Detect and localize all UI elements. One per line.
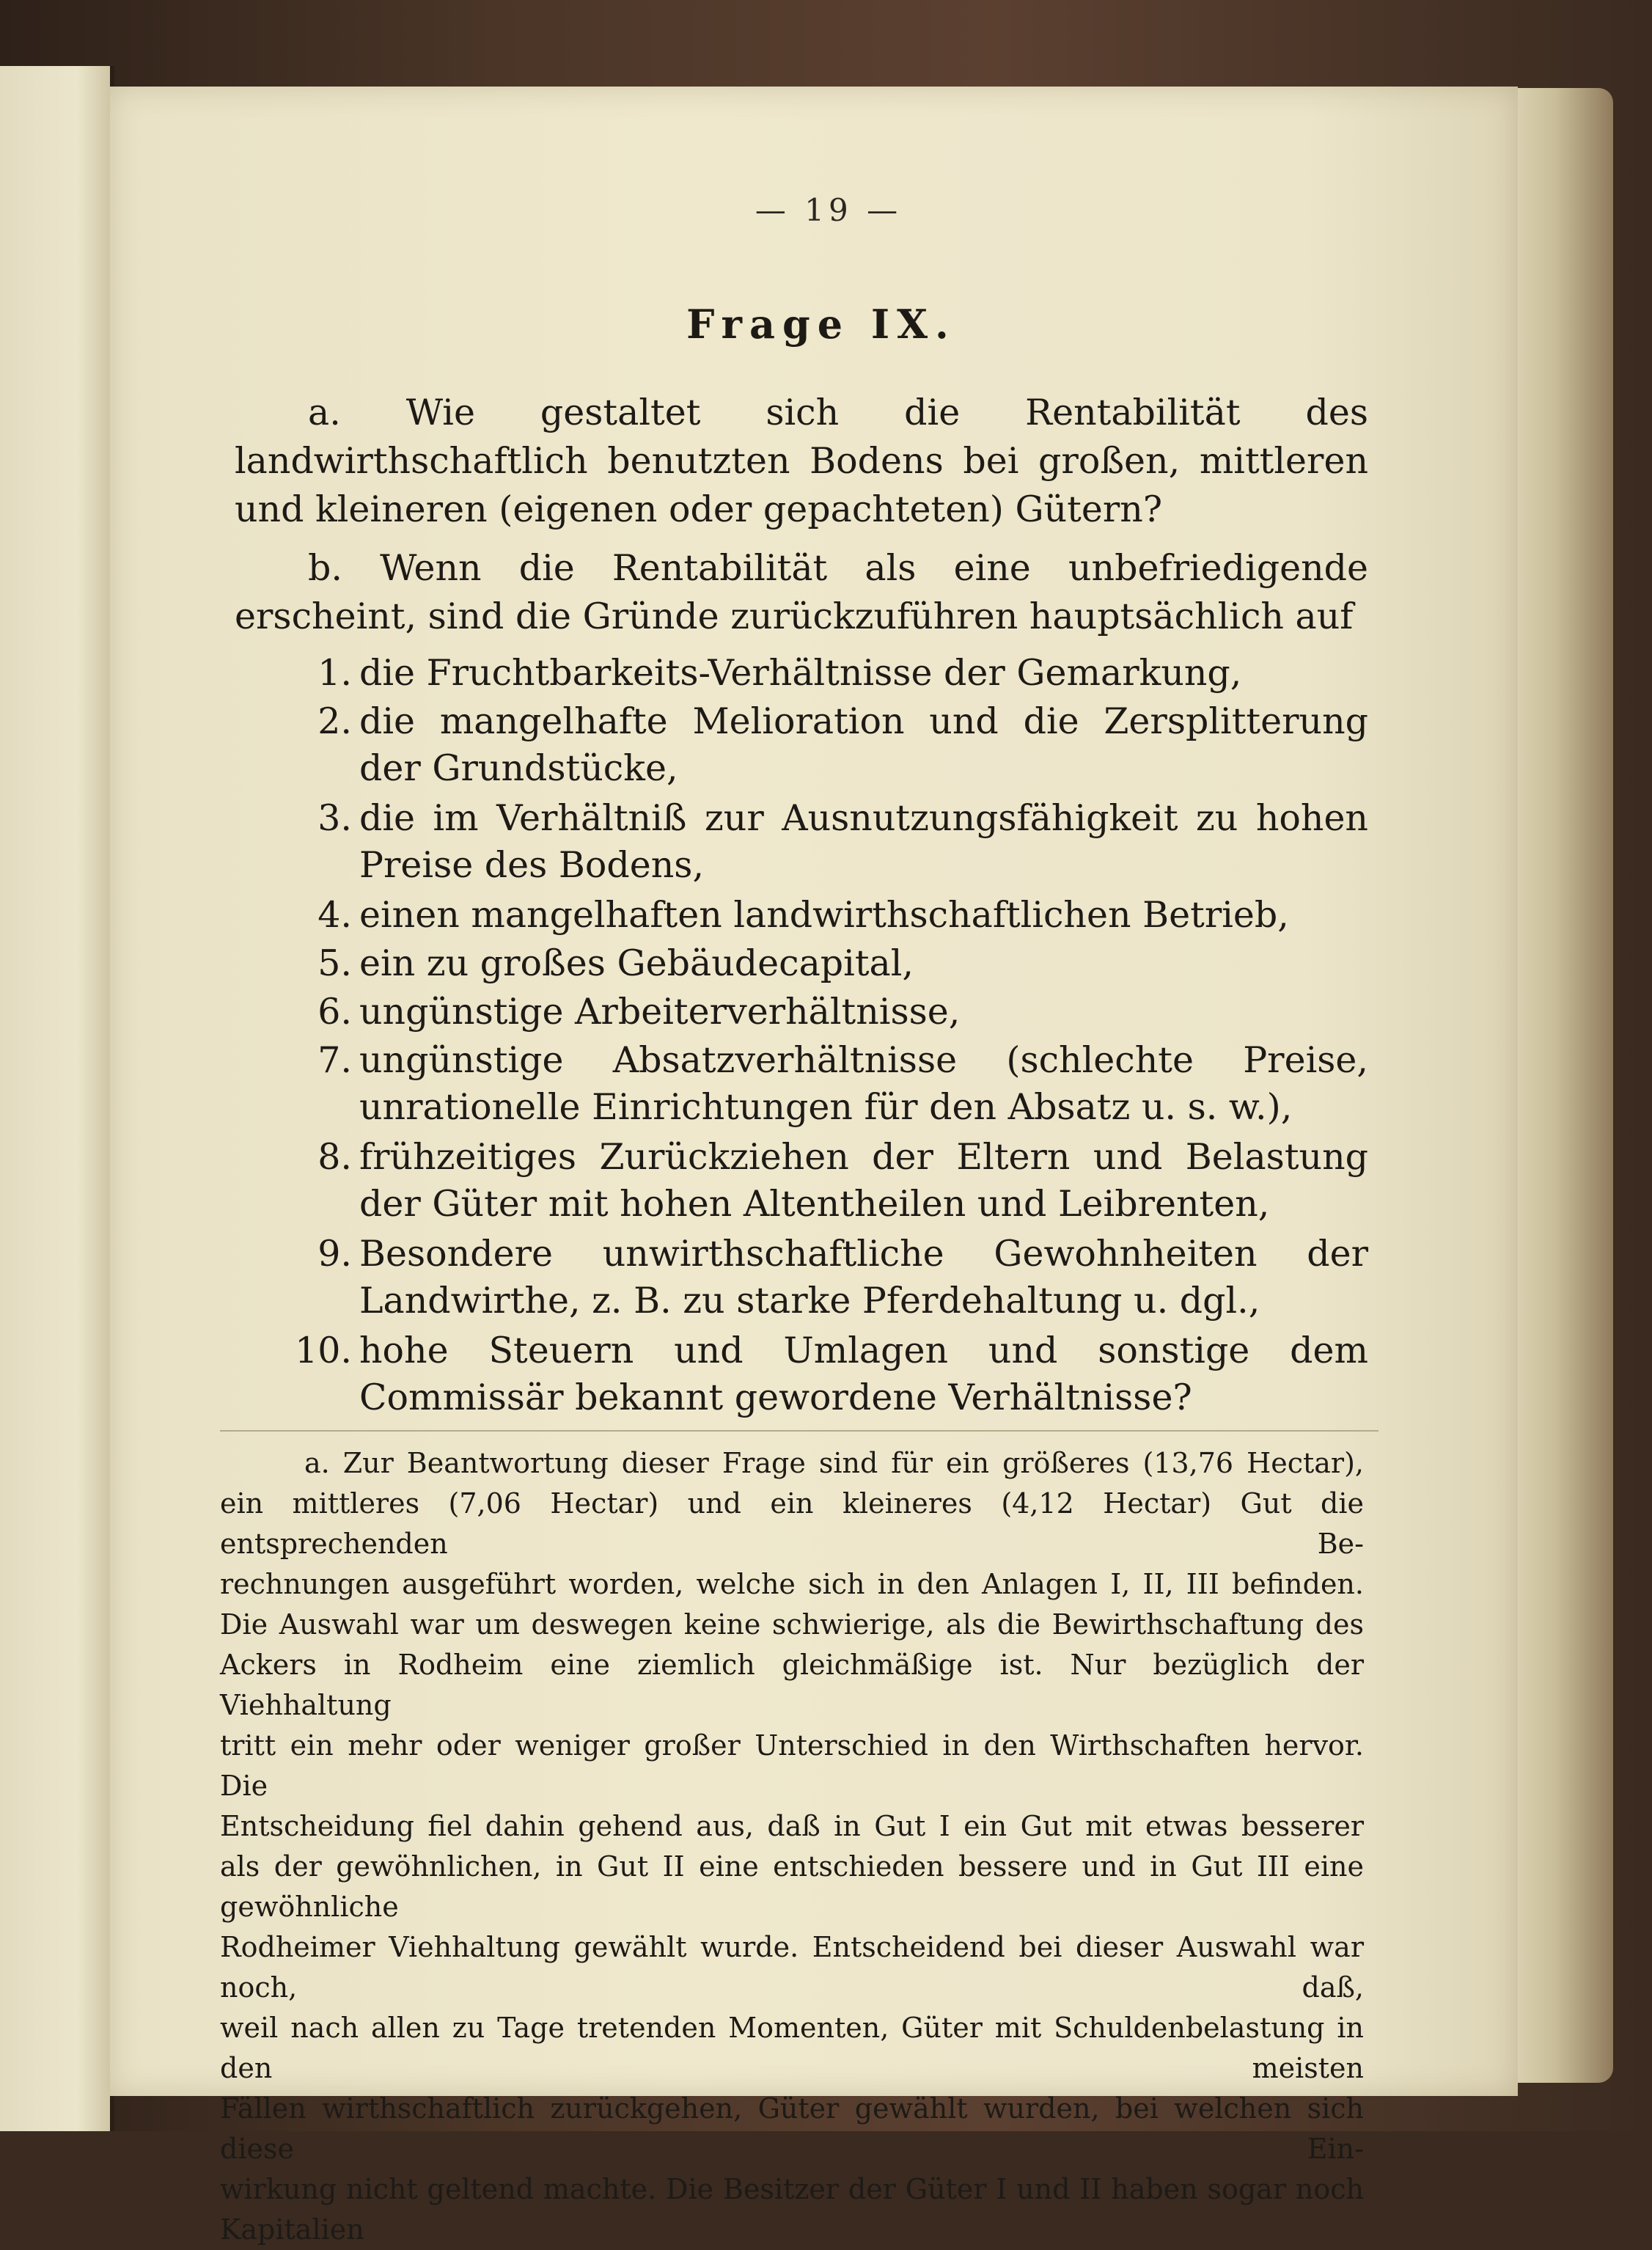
list-item — [317, 892, 1368, 939]
list-item-text: hohe Steuern und Umlagen und sonstige dem Commissär bekannt gewordene Verhältnisse? — [359, 1330, 1368, 1418]
facing-page-edge — [0, 66, 114, 2131]
list-item — [317, 795, 1368, 889]
list-item — [317, 650, 1368, 697]
question-b: b. Wenn die Rentabilität als eine unbefriedigende erscheint, sind die Gründe zurückzuführen hauptsächlich auf — [235, 547, 1368, 637]
answer-line: Die Auswahl war um deswegen keine schwierige, als die Bewirthschaftung des — [220, 1608, 1364, 1641]
answer-line: Ackers in Rodheim eine ziemlich gleichmäßige ist. Nur bezüglich der Viehhaltung — [220, 1649, 1364, 1721]
list-item-number: 8. — [317, 1136, 352, 1178]
list-item-number: 10. — [295, 1330, 352, 1371]
answer-line: Rodheimer Viehhaltung gewählt wurde. Entscheidend bei dieser Auswahl war noch, daß, — [220, 1931, 1364, 2004]
answer-line: als der gewöhnlichen, in Gut II eine entschieden bessere und in Gut III eine gewöhnliche — [220, 1850, 1364, 1923]
list-item-text: die mangelhafte Melioration und die Zersplitterung der Grundstücke, — [359, 700, 1368, 789]
list-item-text: ein zu großes Gebäudecapital, — [359, 942, 914, 984]
answer-line: wirkung nicht geltend machte. Die Besitzer der Güter I und II haben sogar noch Kapitalien — [220, 2173, 1364, 2246]
page-stack-edge — [1518, 88, 1613, 2083]
answer-line: tritt ein mehr oder weniger großer Unterschied in den Wirthschaften hervor. Die — [220, 1729, 1364, 1802]
list-item-number: 2. — [317, 700, 352, 742]
answer-line: Fällen wirthschaftlich zurückgehen, Güter gewählt wurden, bei welchen sich diese Ein- — [220, 2092, 1364, 2165]
list-item-number: 4. — [317, 894, 352, 936]
list-item-text: ungünstige Arbeiterverhältnisse, — [359, 991, 961, 1033]
list-item-number: 3. — [317, 797, 352, 839]
list-item-text: die im Verhältniß zur Ausnutzungsfähigkeit zu hohen Preise des Bodens, — [359, 797, 1368, 886]
list-item-text: die Fruchtbarkeits-Verhältnisse der Gemarkung, — [359, 652, 1242, 694]
page-number: — 19 — — [755, 192, 903, 228]
list-item-number: 6. — [317, 991, 352, 1033]
list-item-text: Besondere unwirthschaftliche Gewohnheiten der Landwirthe, z. B. zu starke Pferdehaltung u. dgl., — [359, 1233, 1368, 1322]
list-item-number: 7. — [317, 1039, 352, 1081]
answer-paragraph — [220, 1443, 1364, 2250]
list-item — [317, 1037, 1368, 1131]
list-item — [317, 1231, 1368, 1324]
list-item — [317, 698, 1368, 792]
question-a: a. Wie gestaltet sich die Rentabilität des landwirthschaftlich benutzten Bodens bei großen, mittleren und kleineren (eigenen oder gepachteten) Gütern? — [235, 392, 1368, 530]
list-item-text: ungünstige Absatzverhältnisse (schlechte Preise, unrationelle Einrichtungen für den Absatz u. s. w.), — [359, 1039, 1368, 1128]
list-item — [317, 1134, 1368, 1228]
list-item-number: 5. — [317, 942, 352, 984]
list-item — [295, 1327, 1368, 1421]
list-item — [317, 989, 1368, 1036]
answer-line: weil nach allen zu Tage tretenden Momenten, Güter mit Schuldenbelastung in den meisten — [220, 2012, 1364, 2084]
list-item-number: 1. — [317, 652, 352, 694]
answer-line: rechnungen ausgeführt worden, welche sich in den Anlagen I, II, III befinden. — [220, 1568, 1364, 1600]
list-item — [317, 940, 1368, 987]
list-item-text: einen mangelhaften landwirthschaftlichen Betrieb, — [359, 894, 1289, 936]
list-item-text: frühzeitiges Zurückziehen der Eltern und Belastung der Güter mit hohen Altentheilen und Leibrenten, — [359, 1136, 1368, 1225]
question-heading: Frage IX. — [686, 301, 956, 348]
answer-line: ein mittleres (7,06 Hectar) und ein kleineres (4,12 Hectar) Gut die entsprechenden Be- — [220, 1487, 1364, 1560]
answer-line: a. Zur Beantwortung dieser Frage sind für ein größeres (13,76 Hectar), — [304, 1447, 1364, 1479]
section-divider — [220, 1430, 1378, 1432]
list-item-number: 9. — [317, 1233, 352, 1275]
answer-line: Entscheidung fiel dahin gehend aus, daß in Gut I ein Gut mit etwas besserer — [220, 1810, 1364, 1842]
